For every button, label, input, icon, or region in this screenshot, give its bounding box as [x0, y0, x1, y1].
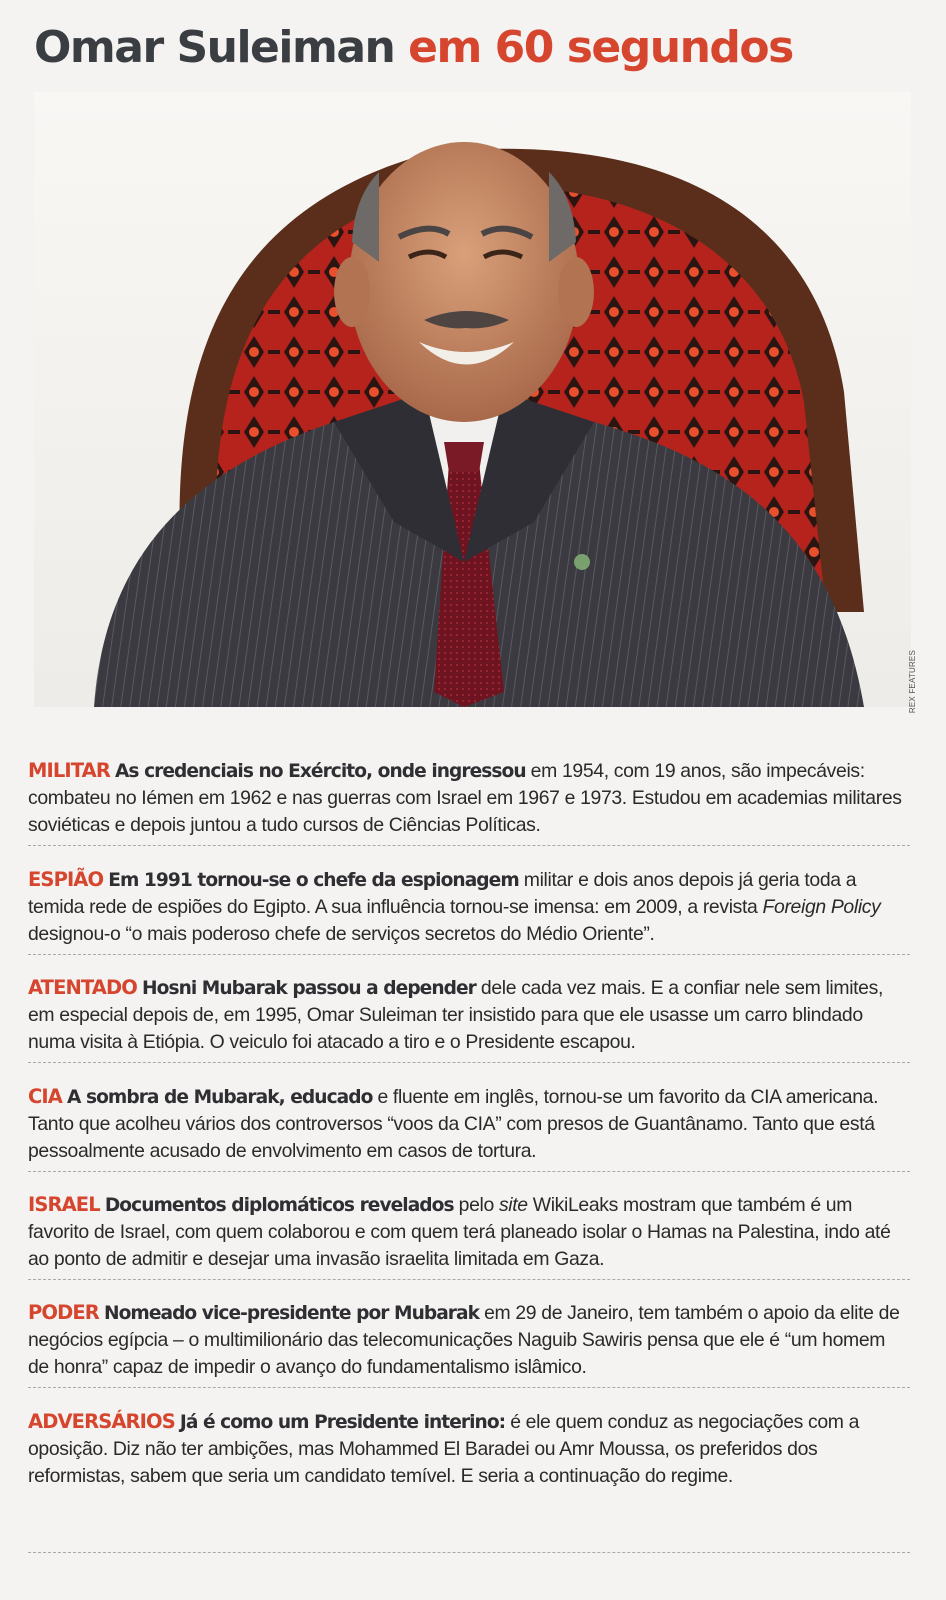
section-keyword: ATENTADO — [28, 976, 137, 1000]
section-keyword: PODER — [28, 1301, 99, 1325]
section-atentado — [28, 974, 910, 1063]
section-lead: Documentos diplomáticos revelados — [104, 1194, 454, 1216]
section-body: em 1954, com 19 anos, são impecáveis: combateu no Iémen em 1962 e nas guerras com Israel em 1967 e 1973. Estudou em academias militares soviéticas e depois juntou a tudo cursos de Ciências Políticas. — [28, 760, 902, 837]
headline-accent: em 60 segundos — [408, 22, 793, 73]
section-lead: Nomeado vice-presidente por Mubarak — [103, 1303, 480, 1325]
section-body: e fluente em inglês, tornou-se um favorito da CIA americana. Tanto que acolheu vários dos controversos “voos da CIA” com presos de Guantânamo. Tanto que está pessoalmente acusado de envolvimento em casos de tortura. — [28, 1085, 879, 1162]
section-keyword: ESPIÃO — [28, 867, 104, 891]
section-keyword: ISRAEL — [28, 1192, 100, 1216]
section-body: em 29 de Janeiro, tem também o apoio da elite de negócios egípcia – o multimilionário das telecomunicações Naguib Sawiris pensa que ele é “um homem de honra” capaz de impedir o avanço do fundamentalismo islâmico. — [28, 1302, 900, 1379]
section-adversarios — [28, 1408, 910, 1496]
portrait-photo — [34, 92, 911, 707]
bottom-divider — [28, 1552, 910, 1553]
section-keyword: ADVERSÁRIOS — [28, 1409, 175, 1433]
section-israel — [28, 1191, 910, 1280]
section-body: WikiLeaks mostram que também é um favorito de Israel, com quem colaborou e com quem terá planeado isolar o Hamas na Palestina, indo até ao ponto de admitir e desejar uma invasão israelita limitada em Gaza. — [28, 1193, 891, 1270]
section-body: pelo — [453, 1193, 499, 1216]
headline-name: Omar Suleiman — [34, 22, 395, 73]
section-lead: A sombra de Mubarak, educado — [67, 1086, 373, 1108]
article-headline — [34, 22, 793, 73]
section-body: designou-o “o mais poderoso chefe de serviços secretos do Médio Oriente”. — [28, 922, 655, 945]
section-keyword: CIA — [28, 1084, 62, 1108]
section-lead: As credenciais no Exército, onde ingressou — [114, 761, 526, 783]
portrait-illustration — [34, 92, 911, 707]
section-italic: site — [498, 1193, 528, 1216]
section-body: é ele quem conduz as negociações com a oposição. Diz não ter ambições, mas Mohammed El Baradei ou Amr Moussa, os preferidos dos reformistas, sabem que seria um candidato temível. E seria a continuação do regime. — [28, 1410, 860, 1487]
section-militar — [28, 757, 910, 846]
facts-list — [28, 738, 910, 1508]
section-poder — [28, 1299, 910, 1388]
photo-credit: REX FEATURES — [908, 650, 917, 714]
section-keyword: MILITAR — [28, 759, 110, 783]
section-body: dele cada vez mais. E a confiar nele sem limites, em especial depois de, em 1995, Omar Suleiman ter insistido para que ele usasse um carro blindado numa visita à Etiópia. O veiculo foi atacado a tiro e o Presidente escapou. — [28, 977, 884, 1054]
section-italic: Foreign Policy — [762, 895, 881, 918]
section-cia — [28, 1083, 910, 1172]
section-espiao — [28, 866, 910, 955]
section-body: militar e dois anos depois já geria toda a temida rede de espiões do Egipto. A sua influência tornou-se imensa: em 2009, a revista — [28, 868, 857, 918]
section-lead: Hosni Mubarak passou a depender — [142, 978, 476, 1000]
section-lead: Em 1991 tornou-se o chefe da espionagem — [108, 869, 519, 891]
section-lead: Já é como um Presidente interino: — [179, 1411, 506, 1433]
